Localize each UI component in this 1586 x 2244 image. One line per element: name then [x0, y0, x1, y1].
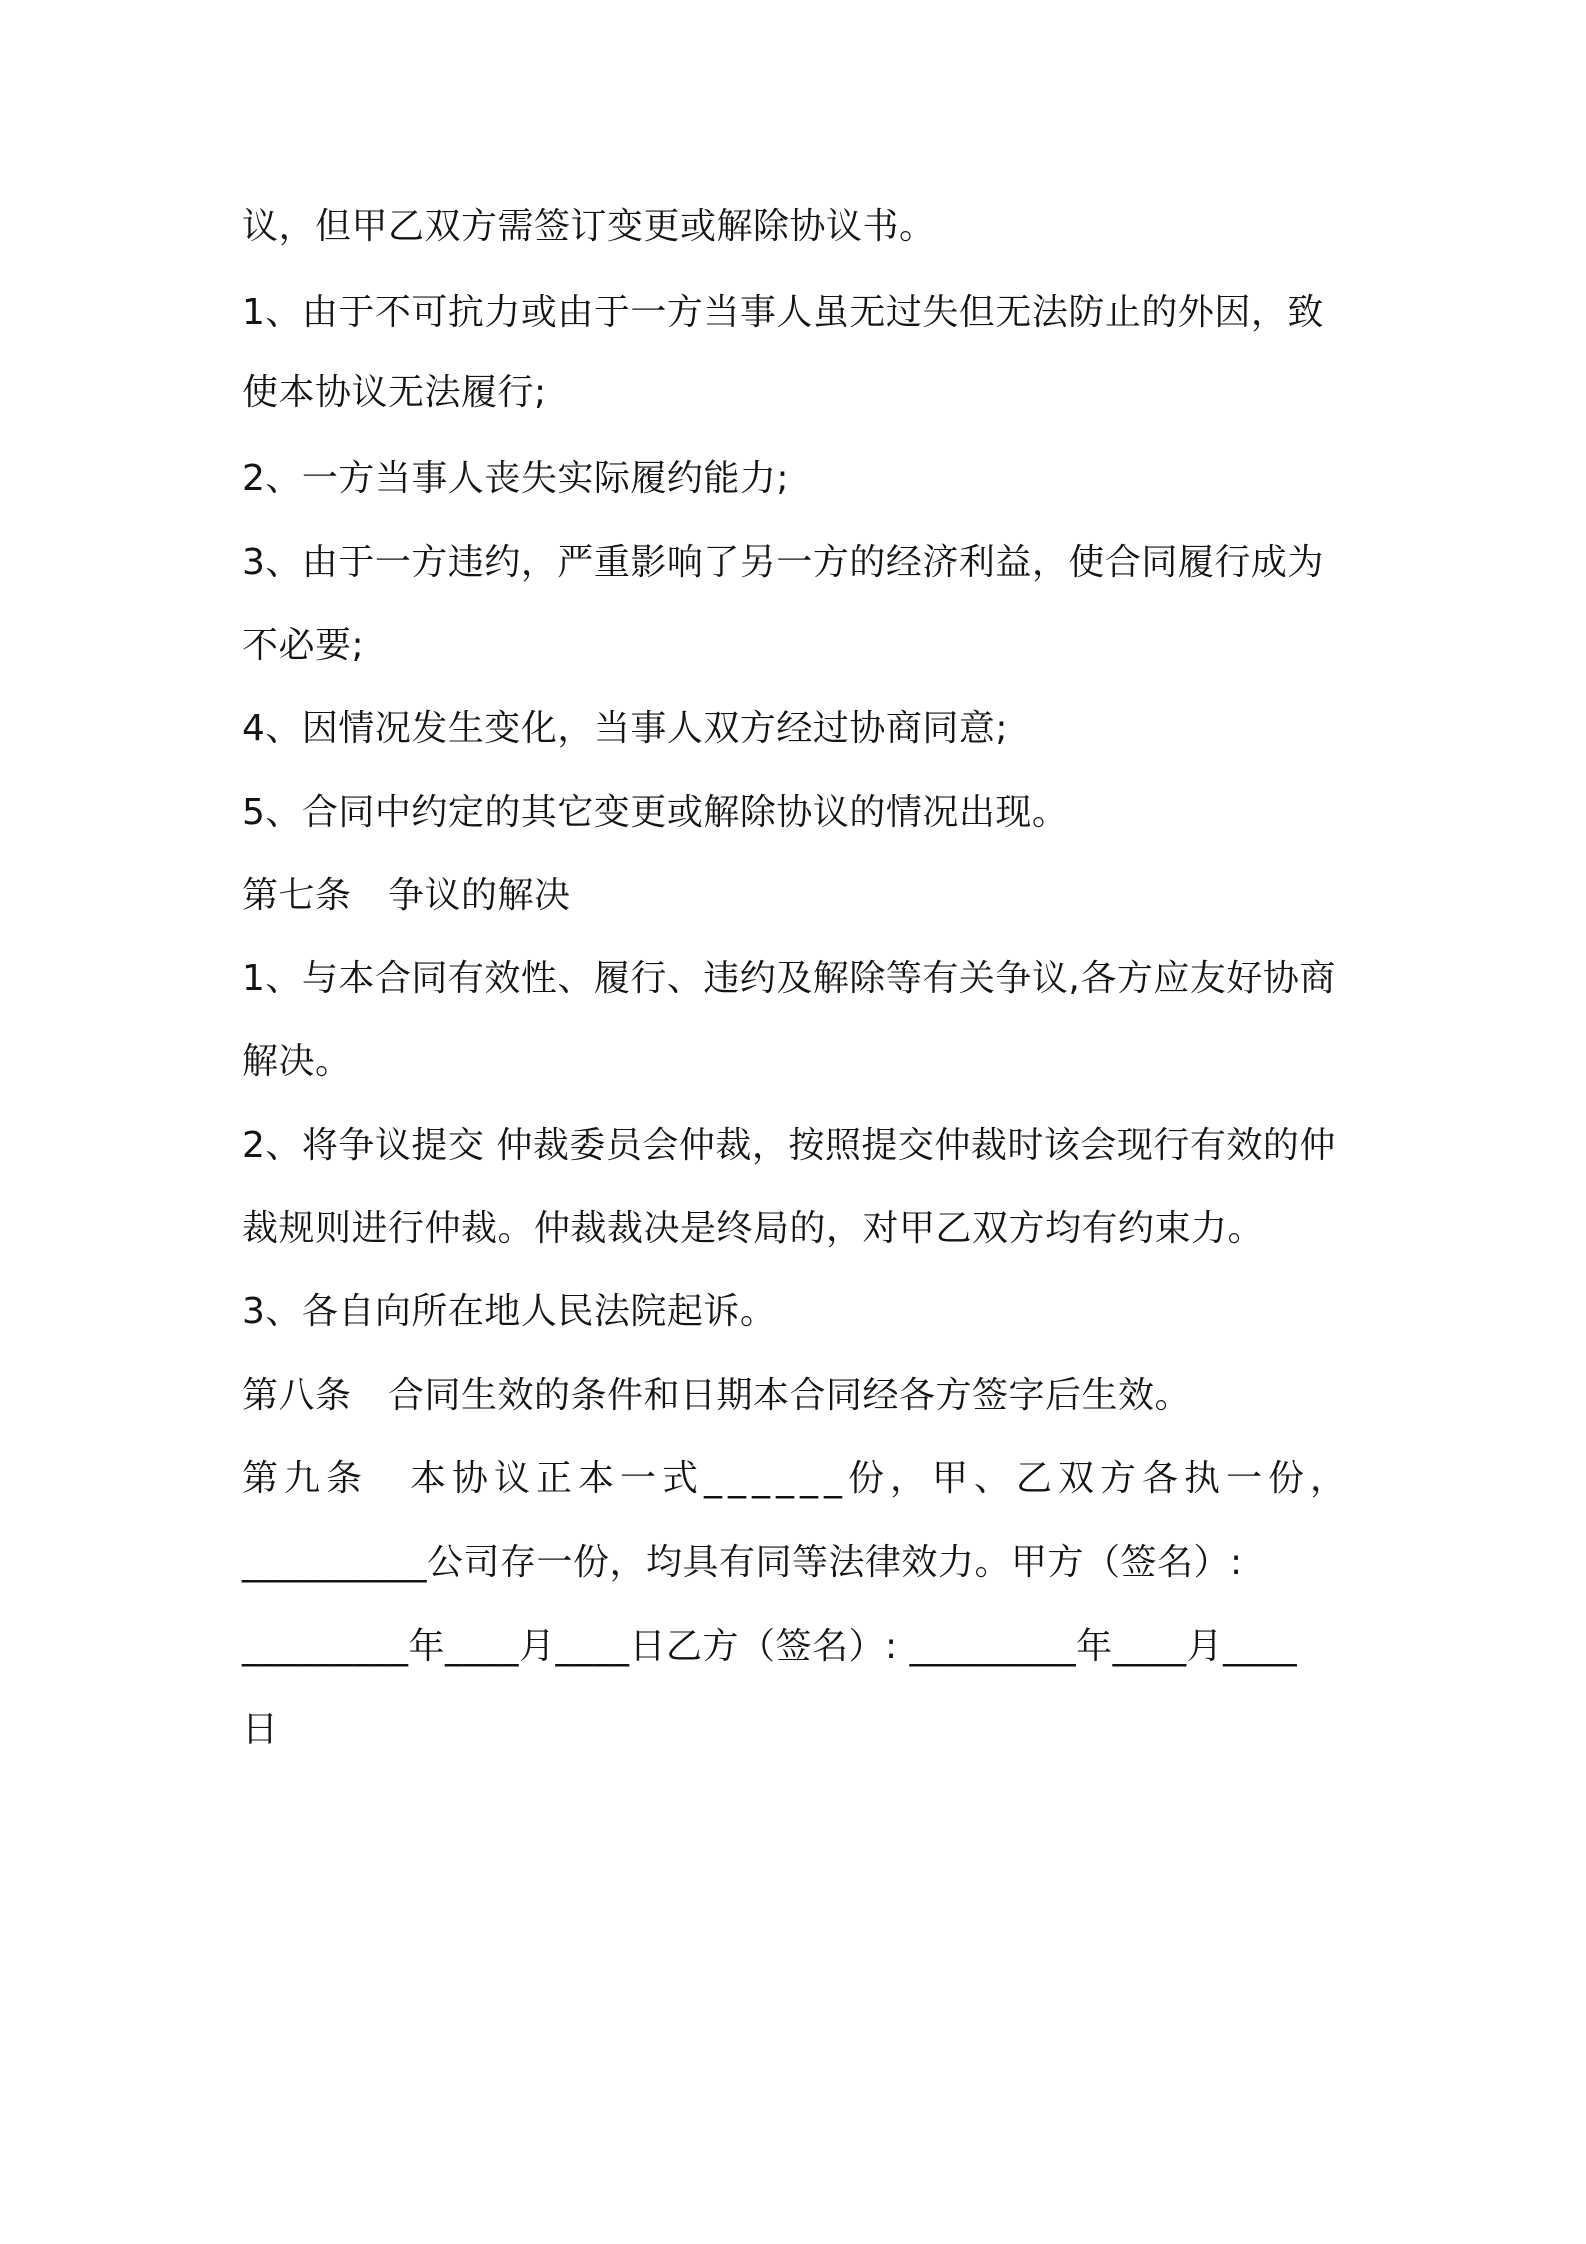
text-line-6: 不必要;	[242, 625, 365, 666]
text-line-11: 解决。	[242, 1041, 352, 1082]
text-line-8: 5、合同中约定的其它变更或解除协议的情况出现。	[242, 792, 1069, 833]
text-line-4: 2、一方当事人丧失实际履约能力;	[242, 458, 790, 499]
text-line-7: 4、因情况发生变化，当事人双方经过协商同意;	[242, 708, 1009, 749]
text-line-2: 1、由于不可抗力或由于一方当事人虽无过失但无法防止的外因，致	[242, 292, 1324, 333]
text-line-1: 议，但甲乙双方需签订变更或解除协议书。	[242, 206, 936, 247]
section-heading-9: 第九条 本协议正本一式______份，甲、乙双方各执一份，	[242, 1458, 1353, 1499]
signature-date-line: _________年____月____日乙方（签名）: _________年____月____	[242, 1626, 1298, 1667]
text-line-3: 使本协议无法履行;	[242, 372, 547, 413]
text-line-13: 裁规则进行仲裁。仲裁裁决是终局的，对甲乙双方均有约束力。	[242, 1208, 1265, 1249]
text-line-12: 2、将争议提交 仲裁委员会仲裁，按照提交仲裁时该会现行有效的仲	[242, 1125, 1336, 1166]
section-heading-7: 第七条 争议的解决	[242, 875, 571, 916]
text-line-10: 1、与本合同有效性、履行、违约及解除等有关争议,各方应友好协商	[242, 958, 1336, 999]
text-line-5: 3、由于一方违约，严重影响了另一方的经济利益，使合同履行成为	[242, 542, 1324, 583]
text-line-17: __________公司存一份，均具有同等法律效力。甲方（签名）:	[242, 1542, 1243, 1583]
section-heading-8: 第八条 合同生效的条件和日期本合同经各方签字后生效。	[242, 1375, 1192, 1416]
text-line-19: 日	[242, 1709, 279, 1750]
text-line-14: 3、各自向所在地人民法院起诉。	[242, 1291, 777, 1332]
